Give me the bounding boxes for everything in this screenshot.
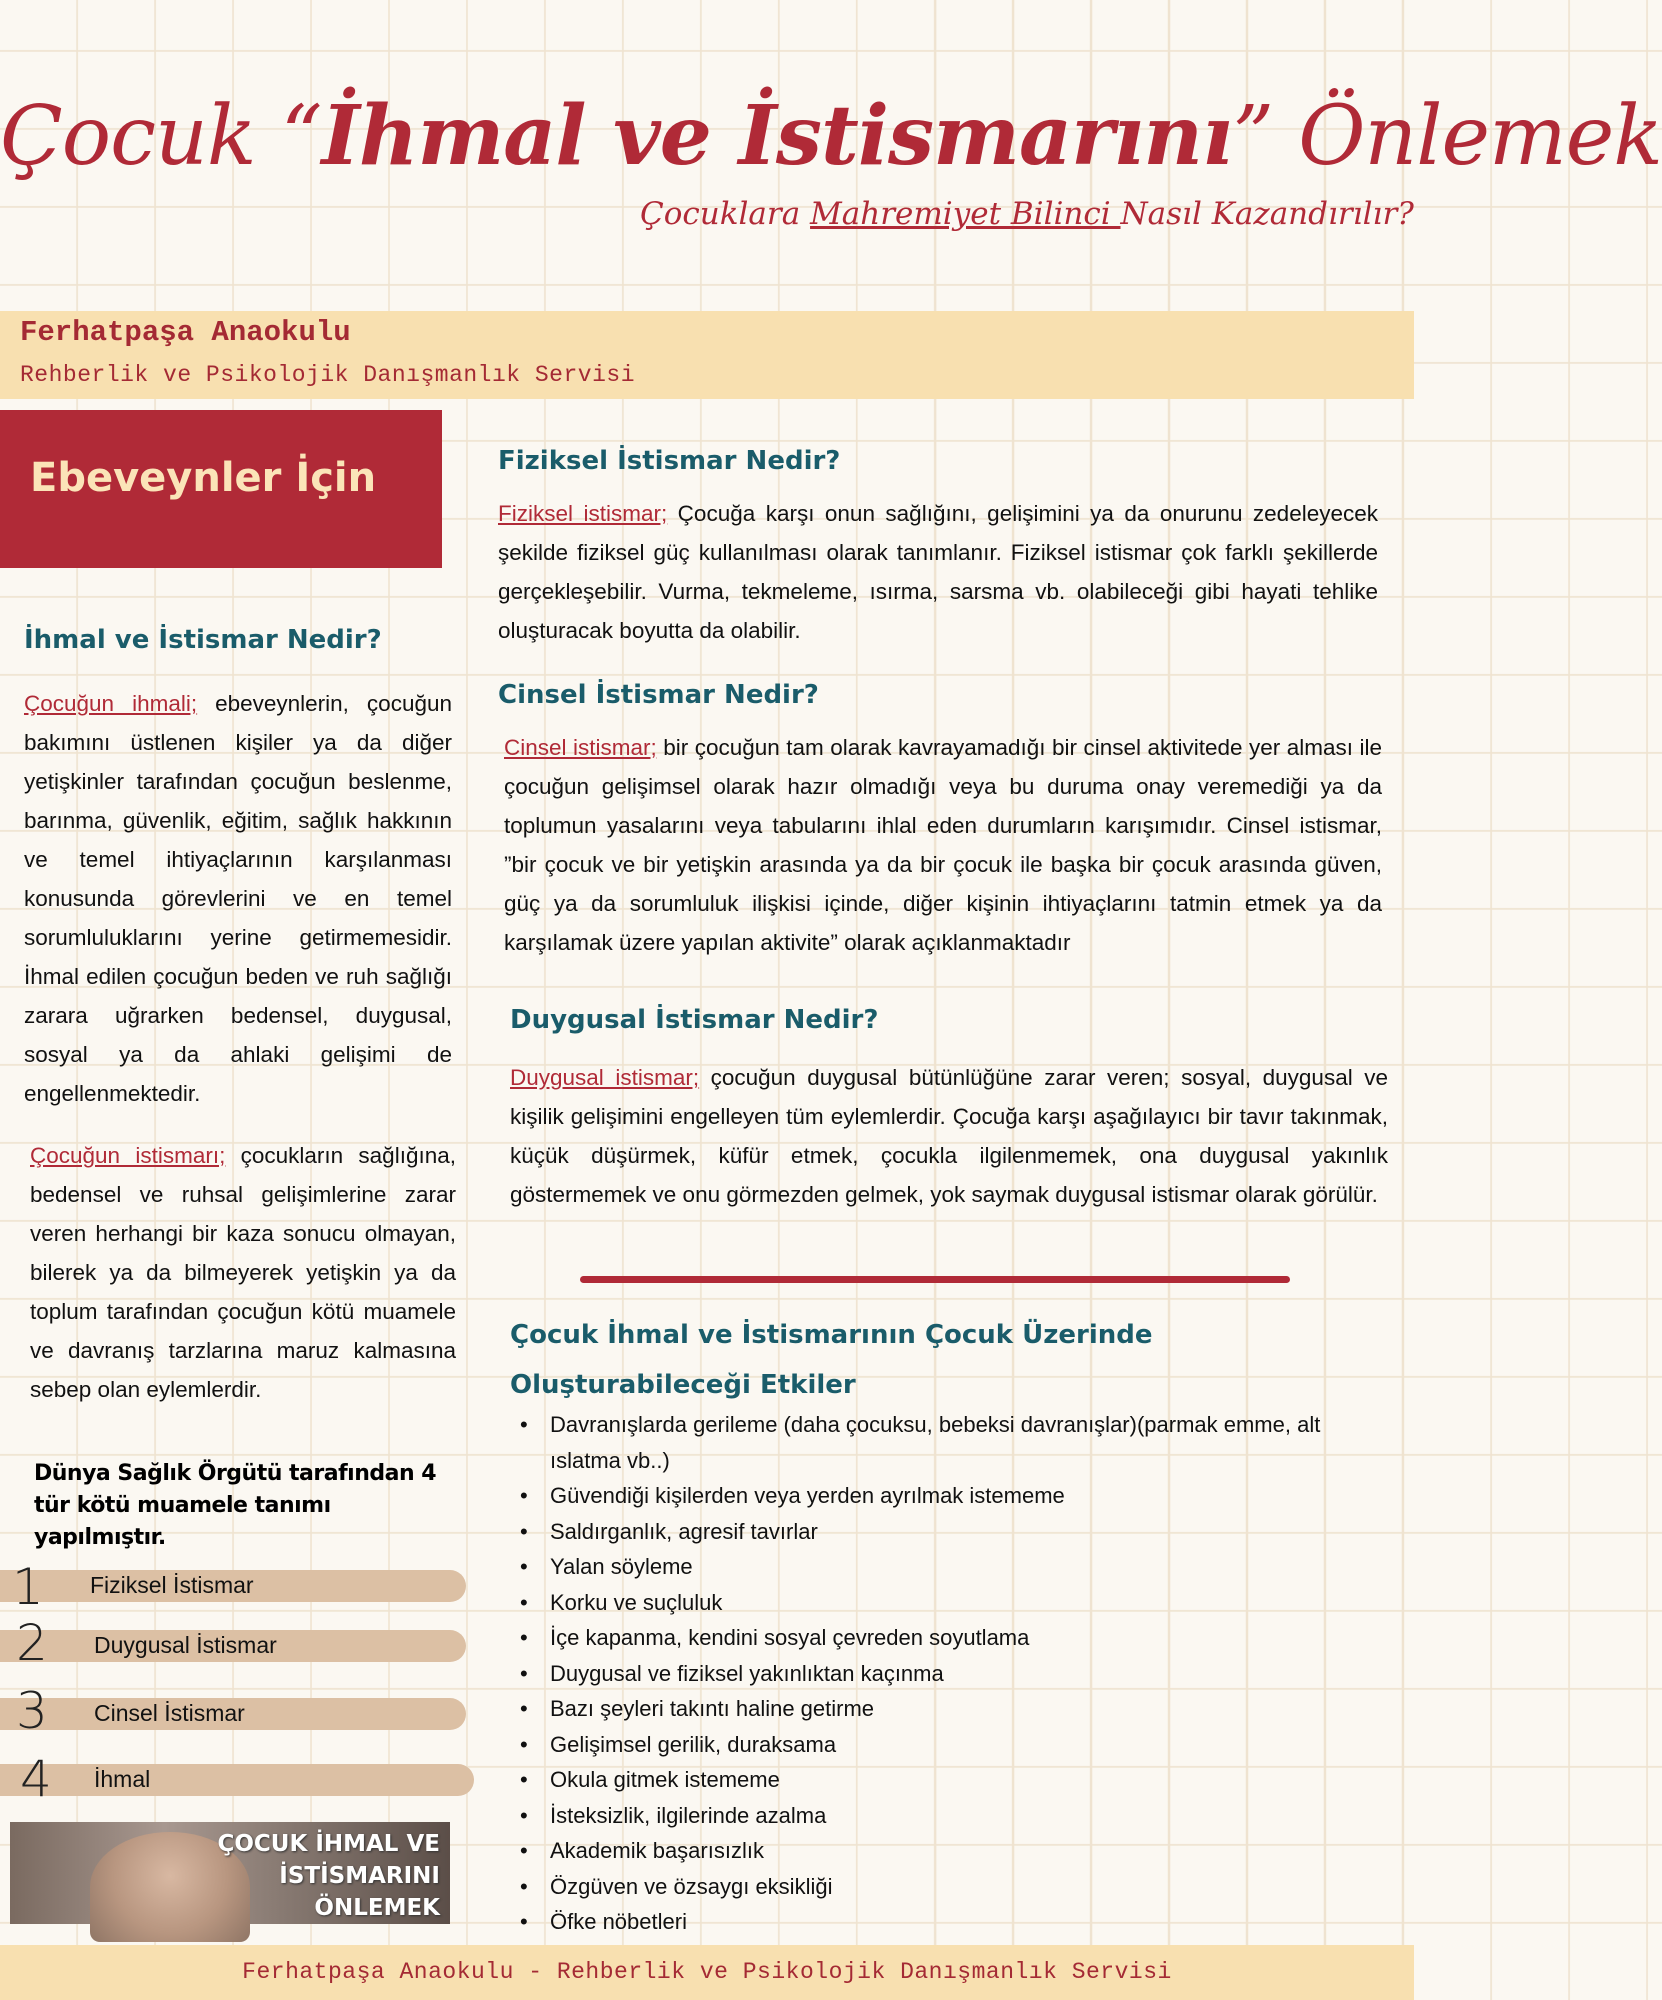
subtitle-pre: Çocuklara xyxy=(640,196,811,232)
type-number: 4 xyxy=(20,1750,52,1808)
emotional-abuse-term: Duygusal istismar; xyxy=(510,1065,700,1090)
title-part1: Çocuk “ xyxy=(0,89,322,184)
list-item: • Güvendiği kişilerden veya yerden ayrılmak istememe xyxy=(516,1478,1386,1514)
type-label: İhmal xyxy=(94,1766,151,1792)
subtitle-post: Nasıl Kazandırılır? xyxy=(1120,196,1414,232)
title-emphasis: İhmal ve İstismarını xyxy=(321,88,1233,184)
list-item: • Saldırganlık, agresif tavırlar xyxy=(516,1514,1386,1550)
type-number: 2 xyxy=(16,1614,48,1672)
physical-abuse-term: Fiziksel istismar; xyxy=(498,501,668,526)
list-item: • İsteksizlik, ilgilerinde azalma xyxy=(516,1798,1386,1834)
list-item: • Akademik başarısızlık xyxy=(516,1833,1386,1869)
emotional-abuse-paragraph xyxy=(510,1058,1388,1214)
emotional-abuse-heading: Duygusal İstismar Nedir? xyxy=(510,1005,879,1035)
school-name: Ferhatpaşa Anaokulu xyxy=(20,316,351,349)
list-item: • Öfke nöbetleri xyxy=(516,1904,1386,1940)
neglect-text: ebeveynlerin, çocuğun bakımını üstlenen kişiler ya da diğer yetişkinler tarafından çocuğun beslenme, barınma, güvenlik, eğitim, sağlık hakkının ve temel ihtiyaçlarının karşılanması konusunda görevlerini ve en temel sorumluluklarını yerine getirmemesidir. İhmal edilen çocuğun beden ve ruh sağlığı zarara uğrarken bedensel, duygusal, sosyal ya da ahlaki gelişimi de engellenmektedir. xyxy=(24,691,452,1106)
neglect-paragraph xyxy=(24,684,452,1113)
effects-list xyxy=(516,1407,1386,1940)
footer-text: Ferhatpaşa Anaokulu - Rehberlik ve Psikolojik Danışmanlık Servisi xyxy=(242,1959,1172,1985)
type-label: Duygusal İstismar xyxy=(94,1632,277,1658)
school-service: Rehberlik ve Psikolojik Danışmanlık Servisi xyxy=(20,362,635,388)
list-item: • Gelişimsel gerilik, duraksama xyxy=(516,1727,1386,1763)
effects-heading: Çocuk İhmal ve İstismarının Çocuk Üzerinde Oluşturabileceği Etkiler xyxy=(510,1320,1153,1400)
emotional-abuse-text: çocuğun duygusal bütünlüğüne zarar veren; sosyal, duygusal ve kişilik gelişimini engelleyen tüm eylemlerdir. Çocuğa karşı aşağılayıcı bir tavır takınmak, küçük düşürmek, küfür etmek, çocukla ilgilenmemek, ona duygusal yakınlık göstermemek ve onu görmezden gelmek, yok saymak duygusal istismar olarak görülür. xyxy=(510,1065,1388,1207)
who-note: Dünya Sağlık Örgütü tarafından 4 tür kötü muamele tanımı yapılmıştır. xyxy=(34,1461,437,1550)
audience-label: Ebeveynler İçin xyxy=(30,455,377,501)
abuse-text: çocukların sağlığına, bedensel ve ruhsal gelişimlerine zarar veren herhangi bir kaza sonucu olmayan, bilerek ya da bilmeyerek yetişkin ya da toplum tarafından çocuğun kötü muamele ve davranış tarzlarına maruz kalmasına sebep olan eylemlerdir. xyxy=(30,1143,456,1402)
sexual-abuse-paragraph xyxy=(504,728,1382,962)
abuse-paragraph xyxy=(30,1136,456,1409)
list-item: • Davranışlarda gerileme (daha çocuksu, bebeksi davranışlar)(parmak emme, alt ıslatma vb..) xyxy=(516,1407,1386,1478)
neglect-term: Çocuğun ihmali; xyxy=(24,691,198,716)
list-item: • Duygusal ve fiziksel yakınlıktan kaçınma xyxy=(516,1656,1386,1692)
list-item: • Okula gitmek istememe xyxy=(516,1762,1386,1798)
sexual-abuse-text: bir çocuğun tam olarak kavrayamadığı bir cinsel aktivitede yer alması ile çocuğun gelişimsel olarak hazır olmadığı veya bu duruma onay veremediği ya da toplumun yasalarını veya tabularını ihlal eden durumların karışımıdır. Cinsel istismar, ”bir çocuk ve bir yetişkin arasında ya da bir çocuk ile başka bir çocuk arasında güven, güç ya da sorumluluk ilişkisi içinde, diğer kişinin ihtiyaçlarını tatmin etmek ya da karşılamak üzere yapılan aktivite” olarak açıklanmaktadır xyxy=(504,735,1382,955)
sexual-abuse-heading: Cinsel İstismar Nedir? xyxy=(498,680,819,710)
list-item: • Korku ve suçluluk xyxy=(516,1585,1386,1621)
page-subtitle xyxy=(640,196,1414,232)
list-item: • Özgüven ve özsaygı eksikliği xyxy=(516,1869,1386,1905)
list-item: • Yalan söyleme xyxy=(516,1549,1386,1585)
physical-abuse-paragraph xyxy=(498,494,1378,650)
neglect-abuse-heading: İhmal ve İstismar Nedir? xyxy=(24,625,382,655)
section-divider xyxy=(580,1276,1290,1283)
type-pill xyxy=(0,1764,474,1796)
subtitle-underlined: Mahremiyet Bilinci xyxy=(810,196,1121,232)
list-item: • İçe kapanma, kendini sosyal çevreden soyutlama xyxy=(516,1620,1386,1656)
type-label: Cinsel İstismar xyxy=(94,1700,245,1726)
title-part2: ” Önlemek xyxy=(1232,89,1662,184)
type-number: 1 xyxy=(12,1558,44,1616)
list-item: • Bazı şeyleri takıntı haline getirme xyxy=(516,1691,1386,1727)
banner-text: ÇOCUK İHMAL VE İSTİSMARINI ÖNLEMEK xyxy=(217,1831,440,1921)
page-title xyxy=(0,88,1662,184)
physical-abuse-heading: Fiziksel İstismar Nedir? xyxy=(498,446,841,476)
abuse-term: Çocuğun istismarı; xyxy=(30,1143,226,1168)
type-number: 3 xyxy=(16,1682,48,1740)
sexual-abuse-term: Cinsel istismar; xyxy=(504,735,657,760)
type-label: Fiziksel İstismar xyxy=(90,1572,254,1598)
campaign-banner-image xyxy=(10,1822,450,1924)
physical-abuse-text: Çocuğa karşı onun sağlığını, gelişimini ya da onurunu zedeleyecek şekilde fiziksel güç kullanılması olarak tanımlanır. Fiziksel istismar çok farklı şekillerde gerçekleşebilir. Vurma, tekmeleme, ısırma, sarsma vb. olabileceği gibi hayati tehlike oluşturacak boyutta da olabilir. xyxy=(498,501,1378,643)
